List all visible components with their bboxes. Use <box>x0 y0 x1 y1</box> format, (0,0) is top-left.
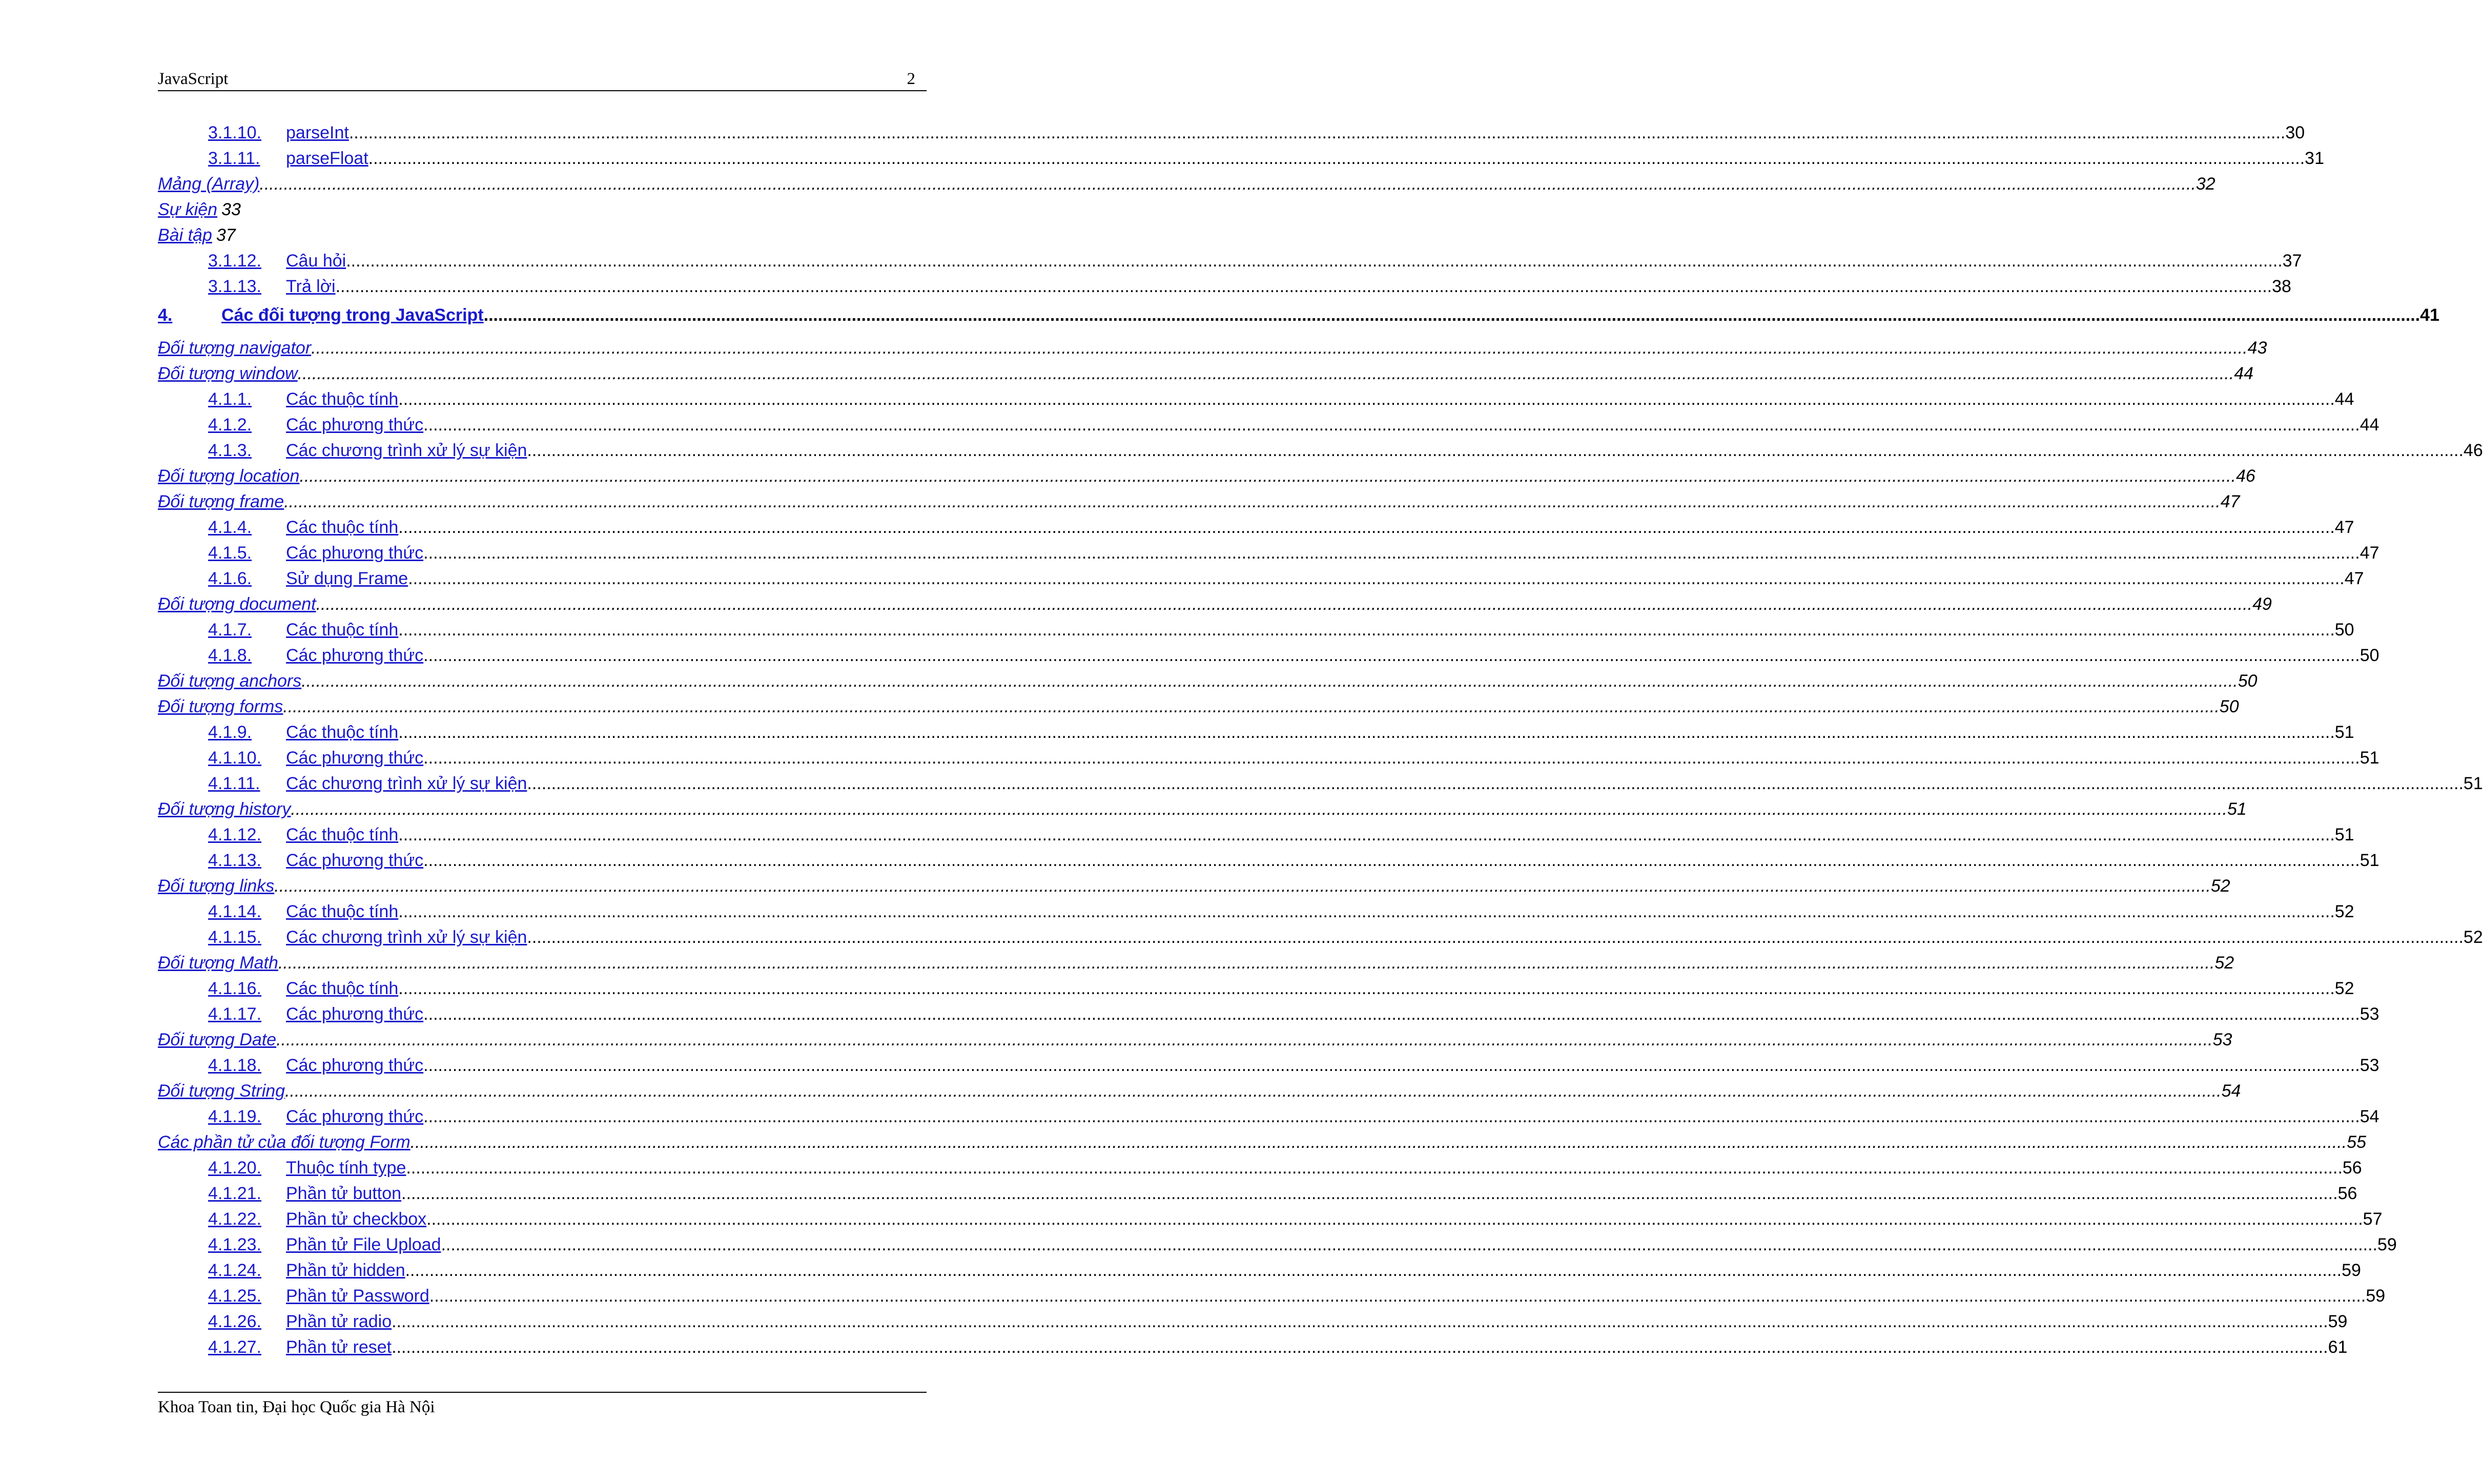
toc-entry-number[interactable]: 4.1.16. <box>208 979 261 998</box>
toc-entry[interactable] <box>158 1027 2232 1053</box>
toc-entry[interactable] <box>158 566 2364 591</box>
toc-entry[interactable] <box>158 514 2354 540</box>
toc-entry[interactable] <box>158 120 2305 146</box>
toc-entry-page: 52 <box>2463 928 2483 947</box>
dot-leader: ................................................................................................................................................................................................................................................................................................................................................................................................................ <box>426 1209 2363 1229</box>
toc-entry-number[interactable]: 4.1.2. <box>208 415 252 435</box>
toc-entry-page: 47 <box>2220 492 2240 511</box>
toc-entry-page: 52 <box>2214 953 2234 973</box>
toc-entry-number[interactable]: 3.1.12. <box>208 251 261 271</box>
toc-entry-number[interactable]: 4.1.12. <box>208 825 261 844</box>
dot-leader: ................................................................................................................................................................................................................................................................................................................................................................................................................ <box>423 1004 2360 1024</box>
dot-leader: ................................................................................................................................................................................................................................................................................................................................................................................................................ <box>283 697 2220 716</box>
toc-entry[interactable] <box>158 924 2483 950</box>
toc-entry-number[interactable]: 4.1.23. <box>208 1235 261 1254</box>
toc-entry[interactable] <box>158 171 2215 197</box>
dot-leader: ................................................................................................................................................................................................................................................................................................................................................................................................................ <box>301 671 2238 691</box>
toc-entry[interactable] <box>158 386 2354 412</box>
dot-leader: ................................................................................................................................................................................................................................................................................................................................................................................................................ <box>410 1132 2347 1152</box>
toc-entry-title[interactable]: Đối tượng window <box>158 364 298 383</box>
toc-entry-page: 46 <box>2463 441 2483 460</box>
toc-entry-title[interactable]: Các chương trình xử lý sự kiện <box>286 928 527 947</box>
toc-entry-number[interactable]: 4.1.18. <box>208 1056 261 1075</box>
dot-leader: ................................................................................................................................................................................................................................................................................................................................................................................................................ <box>398 902 2335 921</box>
toc-entry-page: 43 <box>2247 338 2267 358</box>
toc-entry-title[interactable]: Các phương thức <box>286 1056 424 1075</box>
toc-entry-number[interactable]: 4.1.24. <box>208 1261 261 1280</box>
toc-entry-number[interactable]: 4.1.21. <box>208 1184 261 1203</box>
toc-entry-page: 59 <box>2377 1235 2397 1254</box>
toc-entry[interactable] <box>158 1181 2357 1206</box>
toc-entry-line <box>286 1283 2386 1309</box>
toc-entry-page: 50 <box>2219 697 2239 716</box>
toc-entry-title[interactable]: Phần tử checkbox <box>286 1209 427 1229</box>
toc-entry-number[interactable]: 4.1.4. <box>208 518 252 537</box>
toc-entry-number[interactable]: 3.1.11. <box>208 149 260 168</box>
dot-leader: ................................................................................................................................................................................................................................................................................................................................................................................................................ <box>423 646 2360 665</box>
toc-entry[interactable] <box>158 1206 2383 1232</box>
dot-leader: ................................................................................................................................................................................................................................................................................................................................................................................................................ <box>274 876 2211 896</box>
toc-entry-line <box>286 745 2379 771</box>
dot-leader: ................................................................................................................................................................................................................................................................................................................................................................................................................ <box>276 1030 2213 1049</box>
dot-leader: ................................................................................................................................................................................................................................................................................................................................................................................................................ <box>423 748 2360 768</box>
toc-entry-line <box>286 412 2379 438</box>
header-page-number: 2 <box>907 70 915 88</box>
toc-entry-title[interactable]: Phần tử radio <box>286 1312 392 1331</box>
toc-entry-page: 50 <box>2359 646 2379 665</box>
toc-entry-page: 51 <box>2227 799 2247 819</box>
toc-entry-page: 50 <box>2238 671 2258 691</box>
toc-entry-line <box>286 643 2379 668</box>
toc-entry-line <box>286 248 2302 274</box>
toc-entry-number[interactable]: 4.1.3. <box>208 441 252 460</box>
toc-entry[interactable] <box>158 274 2291 299</box>
toc-entry-page: 44 <box>2234 364 2254 383</box>
dot-leader: ................................................................................................................................................................................................................................................................................................................................................................................................................ <box>259 174 2196 194</box>
toc-entry-line <box>286 566 2364 591</box>
dot-leader: ................................................................................................................................................................................................................................................................................................................................................................................................................ <box>398 389 2335 409</box>
toc-entry[interactable] <box>158 1129 2366 1155</box>
toc-entry-page: 44 <box>2359 415 2379 435</box>
toc-entry-page: 44 <box>2334 389 2354 409</box>
toc-entry-line <box>158 796 2247 822</box>
toc-entry-number[interactable]: 4.1.14. <box>208 902 261 921</box>
toc-entry-number[interactable]: 4. <box>158 305 173 325</box>
toc-entry-title[interactable]: Các phương thức <box>286 1107 424 1126</box>
toc-entry-page: 50 <box>2334 620 2354 640</box>
toc-entry-line <box>286 1104 2379 1129</box>
toc-entry-number[interactable]: 4.1.5. <box>208 543 252 563</box>
toc-entry-line <box>286 771 2483 796</box>
toc-entry-line <box>158 950 2234 976</box>
toc-entry-number[interactable]: 4.1.11. <box>208 774 260 793</box>
toc-entry-line <box>158 463 2255 489</box>
toc-entry-title[interactable]: Các chương trình xử lý sự kiện <box>286 774 527 793</box>
footer-text: Khoa Toan tin, Đại học Quốc gia Hà Nội <box>158 1398 435 1416</box>
toc-entry-page: 51 <box>2334 723 2354 742</box>
toc-entry-line <box>158 197 241 222</box>
toc-entry-line <box>158 591 2272 617</box>
toc-entry[interactable] <box>158 1155 2362 1181</box>
toc-entry-page: 55 <box>2347 1132 2366 1152</box>
dot-leader: ................................................................................................................................................................................................................................................................................................................................................................................................................ <box>311 338 2248 358</box>
toc-entry-line <box>158 171 2215 197</box>
dot-leader: ................................................................................................................................................................................................................................................................................................................................................................................................................ <box>398 518 2335 537</box>
toc-entry[interactable] <box>158 1309 2348 1334</box>
toc-entry-page: 30 <box>2285 123 2305 142</box>
toc-entry[interactable] <box>158 489 2240 514</box>
toc-entry-title[interactable]: Các phương thức <box>286 415 424 435</box>
toc-entry-number[interactable]: 4.1.6. <box>208 569 252 588</box>
toc-entry-line <box>158 668 2258 694</box>
toc-entry-line <box>286 1181 2357 1206</box>
toc-entry-line <box>158 694 2239 719</box>
toc-entry-page: 61 <box>2328 1337 2348 1357</box>
toc-entry-title[interactable]: Các phương thức <box>286 851 424 870</box>
toc-entry-line <box>286 822 2354 848</box>
toc-entry-page: 33 <box>221 200 241 219</box>
toc-entry-number[interactable]: 3.1.13. <box>208 277 261 296</box>
toc-entry-page: 47 <box>2344 569 2364 588</box>
page-header <box>158 66 927 91</box>
toc-entry-page: 53 <box>2359 1004 2379 1024</box>
toc-entry-page: 38 <box>2272 277 2291 296</box>
toc-entry-title[interactable]: Sự kiện <box>158 200 218 219</box>
toc-entry-page: 47 <box>2359 543 2379 563</box>
toc-entry-page: 53 <box>2212 1030 2232 1049</box>
toc-entry[interactable] <box>158 848 2379 873</box>
toc-entry-page: 56 <box>2342 1158 2362 1178</box>
toc-entry-number[interactable]: 4.1.15. <box>208 928 261 947</box>
header-title: JavaScript <box>158 70 229 88</box>
toc-entry-title[interactable]: Các thuộc tính <box>286 620 399 640</box>
toc-entry[interactable] <box>158 197 922 222</box>
toc-entry-title[interactable]: Đối tượng frame <box>158 492 284 511</box>
toc-entry-line <box>286 146 2324 171</box>
toc-entry[interactable] <box>158 1053 2379 1078</box>
dot-leader: ................................................................................................................................................................................................................................................................................................................................................................................................................ <box>423 415 2360 435</box>
dot-leader: ................................................................................................................................................................................................................................................................................................................................................................................................................ <box>392 1312 2328 1331</box>
toc-entry-page: 57 <box>2363 1209 2383 1229</box>
toc-entry-page: 52 <box>2334 902 2354 921</box>
toc-entry-title[interactable]: Đối tượng links <box>158 876 275 896</box>
toc-entry-page: 51 <box>2359 748 2379 768</box>
toc-entry[interactable] <box>158 796 2247 822</box>
toc-entry[interactable] <box>158 745 2379 771</box>
dot-leader: ................................................................................................................................................................................................................................................................................................................................................................................................................ <box>398 723 2335 742</box>
toc-entry-number[interactable]: 4.1.25. <box>208 1286 261 1306</box>
toc-entry-line <box>286 1258 2361 1283</box>
toc-entry-title[interactable]: Mảng (Array) <box>158 174 260 194</box>
toc-entry-page: 37 <box>2282 251 2302 271</box>
toc-entry-page: 46 <box>2235 466 2255 486</box>
toc-entry-page: 51 <box>2463 774 2483 793</box>
toc-entry-line <box>286 274 2291 299</box>
toc-entry-number[interactable]: 4.1.9. <box>208 723 252 742</box>
toc-entry-page: 47 <box>2334 518 2354 537</box>
toc-entry[interactable] <box>158 1078 2241 1104</box>
toc-entry[interactable] <box>158 412 2379 438</box>
toc-entry-number[interactable]: 3.1.10. <box>208 123 261 142</box>
toc-entry-line <box>158 222 236 248</box>
toc-entry-line <box>286 1309 2348 1334</box>
toc-entry-title[interactable]: Các đối tượng trong JavaScript <box>221 305 484 325</box>
toc-entry[interactable] <box>158 248 2302 274</box>
toc-entry[interactable] <box>158 899 2354 924</box>
toc-entry[interactable] <box>158 1104 2379 1129</box>
toc-entry-line <box>286 1334 2348 1360</box>
dot-leader: ................................................................................................................................................................................................................................................................................................................................................................................................................ <box>348 123 2286 142</box>
toc-entry-line <box>158 335 2267 361</box>
page-footer <box>158 1392 927 1416</box>
toc-entry-number[interactable]: 4.1.20. <box>208 1158 261 1178</box>
toc-entry-title[interactable]: Sử dụng Frame <box>286 569 408 588</box>
toc-entry-line <box>286 848 2379 873</box>
toc-entry-line <box>158 1078 2241 1104</box>
toc-entry-title[interactable]: Đối tượng document <box>158 594 316 614</box>
toc-entry[interactable] <box>158 1334 2348 1360</box>
toc-entry-page: 31 <box>2305 149 2324 168</box>
toc-entry-title[interactable]: Trả lời <box>286 277 336 296</box>
toc-entry-line <box>158 361 2254 386</box>
toc-entry-page: 59 <box>2366 1286 2386 1306</box>
toc-entry-line <box>286 514 2354 540</box>
toc-entry[interactable] <box>158 771 2483 796</box>
toc-entry-number[interactable]: 4.1.13. <box>208 851 261 870</box>
toc-entry-line <box>158 1129 2366 1155</box>
dot-leader: ................................................................................................................................................................................................................................................................................................................................................................................................................ <box>423 543 2360 563</box>
toc-entry-title[interactable]: Các phương thức <box>286 748 424 768</box>
dot-leader: ................................................................................................................................................................................................................................................................................................................................................................................................................ <box>408 569 2345 588</box>
toc-entry-title[interactable]: Đối tượng forms <box>158 697 283 716</box>
toc-entry-title[interactable]: Đối tượng Date <box>158 1030 277 1049</box>
toc-entry-number[interactable]: 4.1.10. <box>208 748 261 768</box>
toc-entry-line <box>286 1206 2383 1232</box>
dot-leader: ................................................................................................................................................................................................................................................................................................................................................................................................................ <box>398 825 2335 844</box>
toc-entry[interactable] <box>158 668 2258 694</box>
toc-entry-number[interactable]: 4.1.1. <box>208 389 252 409</box>
toc-entry-number[interactable]: 4.1.22. <box>208 1209 261 1229</box>
toc-entry-title[interactable]: Đối tượng history <box>158 799 291 819</box>
toc-entry[interactable] <box>158 719 2354 745</box>
toc-entry-page: 53 <box>2359 1056 2379 1075</box>
toc-entry[interactable] <box>158 438 2483 463</box>
toc-entry-line <box>286 617 2354 643</box>
toc-entry-line <box>286 1155 2362 1181</box>
toc-entry-title[interactable]: Các thuộc tính <box>286 902 399 921</box>
toc-entry-title[interactable]: Các thuộc tính <box>286 518 399 537</box>
toc-entry[interactable] <box>158 1283 2386 1309</box>
toc-entry-title[interactable]: Câu hỏi <box>286 251 346 271</box>
toc-entry-title[interactable]: Đối tượng Math <box>158 953 278 973</box>
toc-entry-page: 51 <box>2359 851 2379 870</box>
dot-leader: ................................................................................................................................................................................................................................................................................................................................................................................................................ <box>278 953 2215 973</box>
toc-entry-title[interactable]: Đối tượng anchors <box>158 671 302 691</box>
dot-leader: ................................................................................................................................................................................................................................................................................................................................................................................................................ <box>398 979 2335 998</box>
toc-entry-number[interactable]: 4.1.7. <box>208 620 252 640</box>
toc-entry-number[interactable]: 4.1.19. <box>208 1107 261 1126</box>
toc-entry-number[interactable]: 4.1.26. <box>208 1312 261 1331</box>
toc-entry-title[interactable]: Phần tử File Upload <box>286 1235 441 1254</box>
toc-entry[interactable] <box>158 361 2254 386</box>
toc-entry-line <box>158 873 2230 899</box>
toc-entry-title[interactable]: Các thuộc tính <box>286 825 399 844</box>
toc-entry-line <box>286 120 2305 146</box>
toc-entry-title[interactable]: Các phương thức <box>286 646 424 665</box>
toc-entry-title[interactable]: Các thuộc tính <box>286 723 399 742</box>
dot-leader: ................................................................................................................................................................................................................................................................................................................................................................................................................ <box>423 1107 2360 1126</box>
toc-entry-page: 56 <box>2337 1184 2357 1203</box>
toc-entry[interactable] <box>158 335 2267 361</box>
toc-entry-line <box>286 719 2354 745</box>
toc-entry[interactable] <box>158 146 2324 171</box>
dot-leader: ................................................................................................................................................................................................................................................................................................................................................................................................................ <box>406 1158 2343 1178</box>
toc-entry-page: 52 <box>2210 876 2230 896</box>
dot-leader: ................................................................................................................................................................................................................................................................................................................................................................................................................ <box>346 251 2283 271</box>
dot-leader: ................................................................................................................................................................................................................................................................................................................................................................................................................ <box>284 492 2221 511</box>
toc-entry[interactable] <box>158 694 2239 719</box>
toc-entry[interactable] <box>158 643 2379 668</box>
toc-entry-page: 59 <box>2328 1312 2348 1331</box>
dot-leader: ................................................................................................................................................................................................................................................................................................................................................................................................................ <box>401 1184 2338 1203</box>
dot-leader: ................................................................................................................................................................................................................................................................................................................................................................................................................ <box>405 1261 2342 1280</box>
toc-entry-title[interactable]: Các phương thức <box>286 1004 424 1024</box>
toc-entry-title[interactable]: Các phương thức <box>286 543 424 563</box>
toc-entry-title[interactable]: Đối tượng String <box>158 1081 285 1101</box>
dot-leader: ................................................................................................................................................................................................................................................................................................................................................................................................................ <box>392 1337 2328 1357</box>
dot-leader: ................................................................................................................................................................................................................................................................................................................................................................................................................ <box>291 799 2227 819</box>
toc-entry-number[interactable]: 4.1.8. <box>208 646 252 665</box>
toc-entry-title[interactable]: Phần tử Password <box>286 1286 429 1306</box>
toc-entry-title[interactable]: Các phần tử của đối tượng Form <box>158 1132 411 1152</box>
toc-entry-title[interactable]: Các thuộc tính <box>286 389 399 409</box>
toc-entry-line <box>286 540 2379 566</box>
dot-leader: ................................................................................................................................................................................................................................................................................................................................................................................................................ <box>285 1081 2222 1101</box>
toc-entry[interactable] <box>158 1258 2361 1283</box>
toc-entry[interactable] <box>158 540 2379 566</box>
dot-leader: ................................................................................................................................................................................................................................................................................................................................................................................................................ <box>527 774 2464 793</box>
toc-entry-line <box>286 1053 2379 1078</box>
toc-entry-page: 51 <box>2334 825 2354 844</box>
toc-entry-title[interactable]: parseInt <box>286 123 349 142</box>
toc-entry-page: 59 <box>2342 1261 2361 1280</box>
toc-entry-page: 32 <box>2195 174 2215 194</box>
dot-leader: ................................................................................................................................................................................................................................................................................................................................................................................................................ <box>299 466 2236 486</box>
dot-leader: ................................................................................................................................................................................................................................................................................................................................................................................................................ <box>297 364 2234 383</box>
toc-entry-line <box>158 489 2240 514</box>
toc-entry[interactable] <box>158 950 2234 976</box>
toc-entry-page: 37 <box>216 225 236 245</box>
dot-leader: ................................................................................................................................................................................................................................................................................................................................................................................................................ <box>398 620 2335 640</box>
toc-entry[interactable] <box>158 873 2230 899</box>
toc-entry-title[interactable]: Bài tập <box>158 225 212 245</box>
toc-entry-title[interactable]: Phần tử button <box>286 1184 402 1203</box>
toc-entry-page: 41 <box>2420 305 2439 325</box>
toc-entry-page: 52 <box>2334 979 2354 998</box>
toc-entry-line <box>286 1232 2397 1258</box>
toc-entry-line <box>221 302 2439 328</box>
dot-leader: ................................................................................................................................................................................................................................................................................................................................................................................................................ <box>429 1286 2366 1306</box>
dot-leader: ................................................................................................................................................................................................................................................................................................................................................................................................................ <box>368 149 2305 168</box>
toc-entry-line <box>286 924 2483 950</box>
toc-entry-page: 49 <box>2252 594 2272 614</box>
toc-entry[interactable] <box>158 976 2354 1001</box>
dot-leader: ................................................................................................................................................................................................................................................................................................................................................................................................................ <box>335 277 2272 296</box>
toc-entry[interactable] <box>158 822 2354 848</box>
toc-entry-line <box>286 899 2354 924</box>
toc-entry[interactable] <box>158 222 922 248</box>
toc-entry[interactable] <box>158 617 2354 643</box>
toc-entry-title[interactable]: Đối tượng navigator <box>158 338 312 358</box>
toc-entry[interactable] <box>158 302 2439 328</box>
toc-entry-title[interactable]: parseFloat <box>286 149 368 168</box>
dot-leader: ................................................................................................................................................................................................................................................................................................................................................................................................................ <box>316 594 2253 614</box>
toc-entry-title[interactable]: Các chương trình xử lý sự kiện <box>286 441 527 460</box>
toc-entry-number[interactable]: 4.1.27. <box>208 1337 261 1357</box>
dot-leader: ................................................................................................................................................................................................................................................................................................................................................................................................................ <box>441 1235 2377 1254</box>
toc-entry-page: 54 <box>2221 1081 2241 1101</box>
dot-leader: ................................................................................................................................................................................................................................................................................................................................................................................................................ <box>527 441 2464 460</box>
toc-entry-title[interactable]: Phần tử reset <box>286 1337 392 1357</box>
toc-entry-title[interactable]: Đối tượng location <box>158 466 300 486</box>
toc-entry[interactable] <box>158 463 2255 489</box>
toc-entry-line <box>286 386 2354 412</box>
toc-entry-title[interactable]: Các thuộc tính <box>286 979 399 998</box>
dot-leader: ................................................................................................................................................................................................................................................................................................................................................................................................................ <box>483 305 2420 325</box>
toc-entry-title[interactable]: Thuộc tính type <box>286 1158 406 1178</box>
dot-leader: ................................................................................................................................................................................................................................................................................................................................................................................................................ <box>423 851 2360 870</box>
dot-leader: ................................................................................................................................................................................................................................................................................................................................................................................................................ <box>423 1056 2360 1075</box>
toc-entry[interactable] <box>158 1001 2379 1027</box>
toc-entry-line <box>286 438 2483 463</box>
toc-entry-line <box>158 1027 2232 1053</box>
dot-leader: ................................................................................................................................................................................................................................................................................................................................................................................................................ <box>527 928 2464 947</box>
toc-entry-page: 54 <box>2359 1107 2379 1126</box>
toc-entry-title[interactable]: Phần tử hidden <box>286 1261 405 1280</box>
toc-entry[interactable] <box>158 591 2272 617</box>
toc-entry-number[interactable]: 4.1.17. <box>208 1004 261 1024</box>
toc-entry[interactable] <box>158 1232 2397 1258</box>
toc-entry-line <box>286 976 2354 1001</box>
toc-entry-line <box>286 1001 2379 1027</box>
